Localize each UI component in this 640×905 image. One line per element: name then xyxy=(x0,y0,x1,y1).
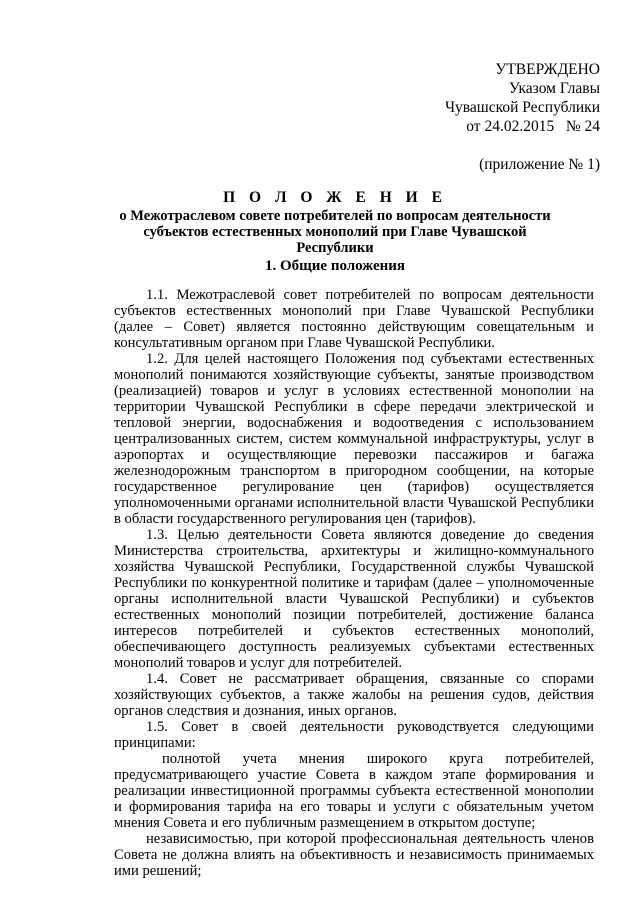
paragraph-1-5: 1.5. Совет в своей деятельности руководствуется следующими принципами: xyxy=(114,719,594,751)
approval-stamp xyxy=(420,60,600,174)
approval-authority: Указом Главы xyxy=(508,80,600,97)
document-subtitle-line2: субъектов естественных монополий при Главе Чувашской Республики xyxy=(143,224,527,256)
principle-paragraph: полнотой учета мнения широкого круга потребителей, предусматривающего участие Совета в каждом этапе формирования и реализации инвестиционной программы субъекта естественной монополии и формирования тарифа на его товары и услуги с обязательным учетом мнения Совета и его публичным размещением в открытом доступе; xyxy=(114,751,594,831)
appendix-label: (приложение № 1) xyxy=(479,156,600,173)
document-title-block xyxy=(110,188,560,256)
document-subtitle-line1: о Межотраслевом совете потребителей по вопросам деятельности xyxy=(119,208,551,224)
principle-paragraph: независимостью, при которой профессиональная деятельность членов Совета не должна влиять на объективность и независимость принимаемых ими решений; xyxy=(114,831,594,879)
paragraph-1-3: 1.3. Целью деятельности Совета являются доведение до сведения Министерства строительства, архитектуры и жилищно-коммунального хозяйства Чувашской Республики, Государственной службы Чувашской Республики по конкурентной политике и тарифам (далее – уполномоченные органы исполнительной власти Чувашской Республики) и субъектов естественных монополий позиции потребителей, достижение баланса интересов потребителей и субъектов естественных монополий, обеспечивающего доступность реализуемых субъектами естественных монополий товаров и услуг для потребителей. xyxy=(114,527,594,671)
approval-date-number: от 24.02.2015 № 24 xyxy=(466,118,600,135)
approval-label: УТВЕРЖДЕНО xyxy=(495,61,600,78)
paragraph-1-2: 1.2. Для целей настоящего Положения под субъектами естественных монополий понимаются хозяйствующие субъекты, занятые производством (реализацией) товаров и услуг в условиях естественной монополии на территории Чувашской Республики в сфере передачи электрической и тепловой энергии, водоснабжения и водоотведения с использованием централизованных систем, систем коммунальной инфраструктуры, услуг в аэропортах и осуществляющие перевозки пассажиров и багажа железнодорожным транспортом в пригородном сообщении, на которые государственное регулирование цен (тарифов) осуществляется уполномоченными органами исполнительной власти Чувашской Республики в области государственного регулирования цен (тарифов). xyxy=(114,351,594,527)
paragraph-1-1: 1.1. Межотраслевой совет потребителей по вопросам деятельности субъектов естественных монополий при Главе Чувашской Республики (далее – Совет) является постоянно действующим совещательным и консультативным органом при Главе Чувашской Республики. xyxy=(114,287,594,351)
document-title: П О Л О Ж Е Н И Е xyxy=(223,189,447,206)
approval-republic: Чувашской Республики xyxy=(444,99,600,116)
section-heading: 1. Общие положения xyxy=(264,258,406,274)
document-body xyxy=(114,287,594,879)
paragraph-1-4: 1.4. Совет не рассматривает обращения, связанные со спорами хозяйствующих субъектов, а также жалобы на решения судов, действия органов следствия и дознания, иных органов. xyxy=(114,671,594,719)
